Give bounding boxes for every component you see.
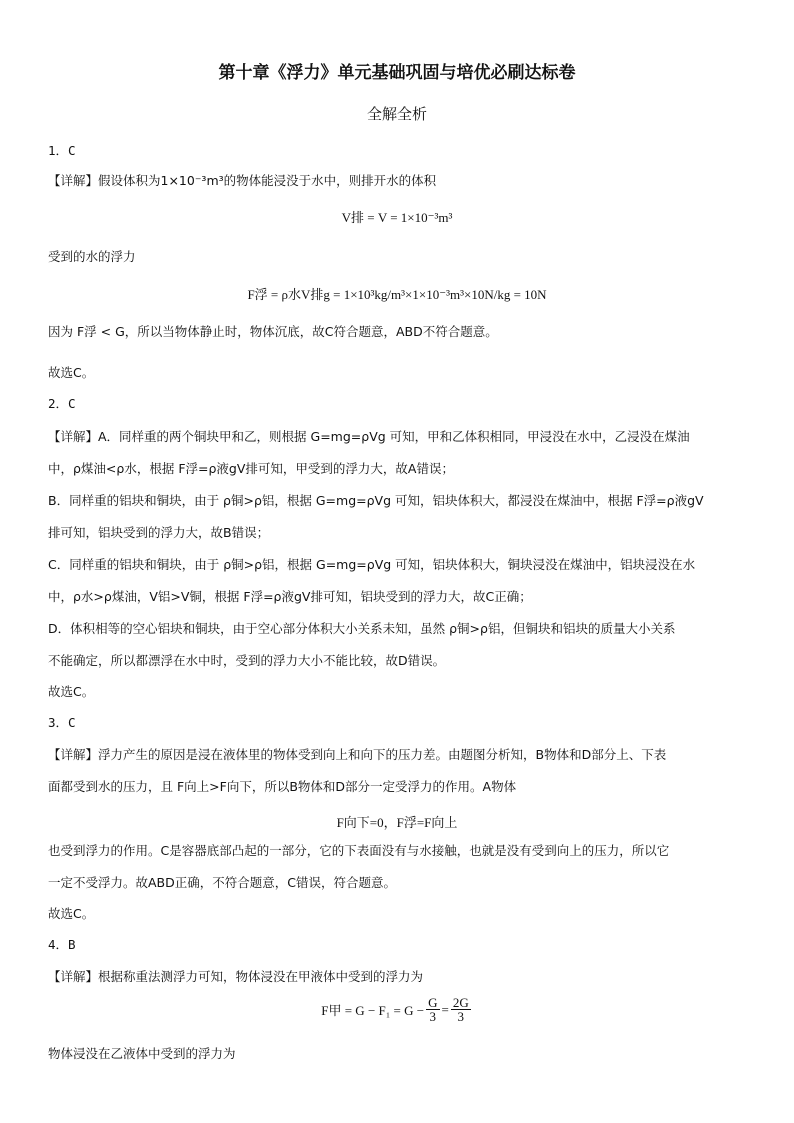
answer-2-line-8: 不能确定，所以都漂浮在水中时，受到的浮力大小不能比较，故D错误。: [48, 653, 446, 668]
answer-2-line-3: B．同样重的铝块和铜块，由于 ρ铜>ρ铝，根据 G=mg=ρVg 可知，铝块体积大，都浸没在煤油中，根据 F浮=ρ液gV: [48, 493, 704, 508]
answer-3-line-3: 也受到浮力的作用。C是容器底部凸起的一部分，它的下表面没有与水接触，也就是没有受到向上的压力，所以它: [48, 843, 670, 858]
answer-3-line-5: 故选C。: [48, 906, 95, 921]
fraction-denominator: 3: [429, 1009, 437, 1024]
answer-1-equation-1: V排 = V = 1×10⁻³m³: [341, 210, 453, 225]
fraction-numerator: 2G: [452, 995, 469, 1010]
fraction-g-over-3: [426, 996, 439, 1023]
equation-lhs: F甲 = G − F₁ = G −: [321, 1003, 425, 1018]
answer-2-line-4: 排可知，铝块受到的浮力大，故B错误；: [48, 525, 270, 540]
document-title: 第十章《浮力》单元基础巩固与培优必刷达标卷: [218, 63, 576, 83]
document-subtitle: 全解全析: [366, 105, 427, 123]
answer-1-equation-2: F浮 = ρ水V排g = 1×10³kg/m³×1×10⁻³m³×10N/kg = 10N: [247, 287, 547, 302]
answer-3-equation-1: F向下=0，F浮=F向上: [336, 815, 458, 830]
answer-2-line-7: D．体积相等的空心铝块和铜块，由于空心部分体积大小关系未知，虽然 ρ铜>ρ铝，但铜块和铝块的质量大小关系: [48, 621, 676, 636]
answer-2-line-2: 中，ρ煤油<ρ水，根据 F浮=ρ液gV排可知，甲受到的浮力大，故A错误；: [48, 461, 454, 476]
answer-1-line-4: 故选C。: [48, 365, 95, 380]
answer-1-line-2: 受到的水的浮力: [48, 249, 136, 264]
answer-2-line-5: C．同样重的铝块和铜块，由于 ρ铜>ρ铝，根据 G=mg=ρVg 可知，铝块体积大，铜块浸没在煤油中，铝块浸没在水: [48, 557, 696, 572]
answer-2-line-6: 中，ρ水>ρ煤油，V铝>V铜，根据 F浮=ρ液gV排可知，铝块受到的浮力大，故C正确；: [48, 589, 532, 604]
answer-3-line-4: 一定不受浮力。故ABD正确，不符合题意，C错误，符合题意。: [48, 875, 396, 890]
answer-3-line-1: 【详解】浮力产生的原因是浸在液体里的物体受到向上和向下的压力差。由题图分析知，B物体和D部分上、下表: [48, 747, 667, 762]
answer-4-line-1: 【详解】根据称重法测浮力可知，物体浸没在甲液体中受到的浮力为: [48, 969, 424, 984]
answer-4-line-2: 物体浸没在乙液体中受到的浮力为: [48, 1046, 236, 1061]
answer-2-line-9: 故选C。: [48, 684, 95, 699]
answer-4-equation-1: [0, 996, 794, 1023]
answer-1-line-3: 因为 F浮 < G，所以当物体静止时，物体沉底，故C符合题意，ABD不符合题意。: [48, 324, 498, 339]
equals-sign: =: [441, 1001, 449, 1017]
answer-3-number: 3．C: [48, 715, 76, 730]
fraction-2g-over-3: [451, 996, 471, 1023]
answer-1-number: 1．C: [48, 143, 76, 158]
answer-1-line-1: 【详解】假设体积为1×10⁻³m³的物体能浸没于水中，则排开水的体积: [48, 173, 437, 188]
answer-3-line-2: 面都受到水的压力，且 F向上>F向下，所以B物体和D部分一定受浮力的作用。A物体: [48, 779, 517, 794]
answer-2-line-1: 【详解】A．同样重的两个铜块甲和乙，则根据 G=mg=ρVg 可知，甲和乙体积相同，甲浸没在水中，乙浸没在煤油: [48, 429, 690, 444]
answer-2-number: 2．C: [48, 396, 76, 411]
fraction-denominator: 3: [457, 1009, 465, 1024]
fraction-numerator: G: [428, 995, 438, 1010]
answer-4-number: 4．B: [48, 937, 76, 952]
